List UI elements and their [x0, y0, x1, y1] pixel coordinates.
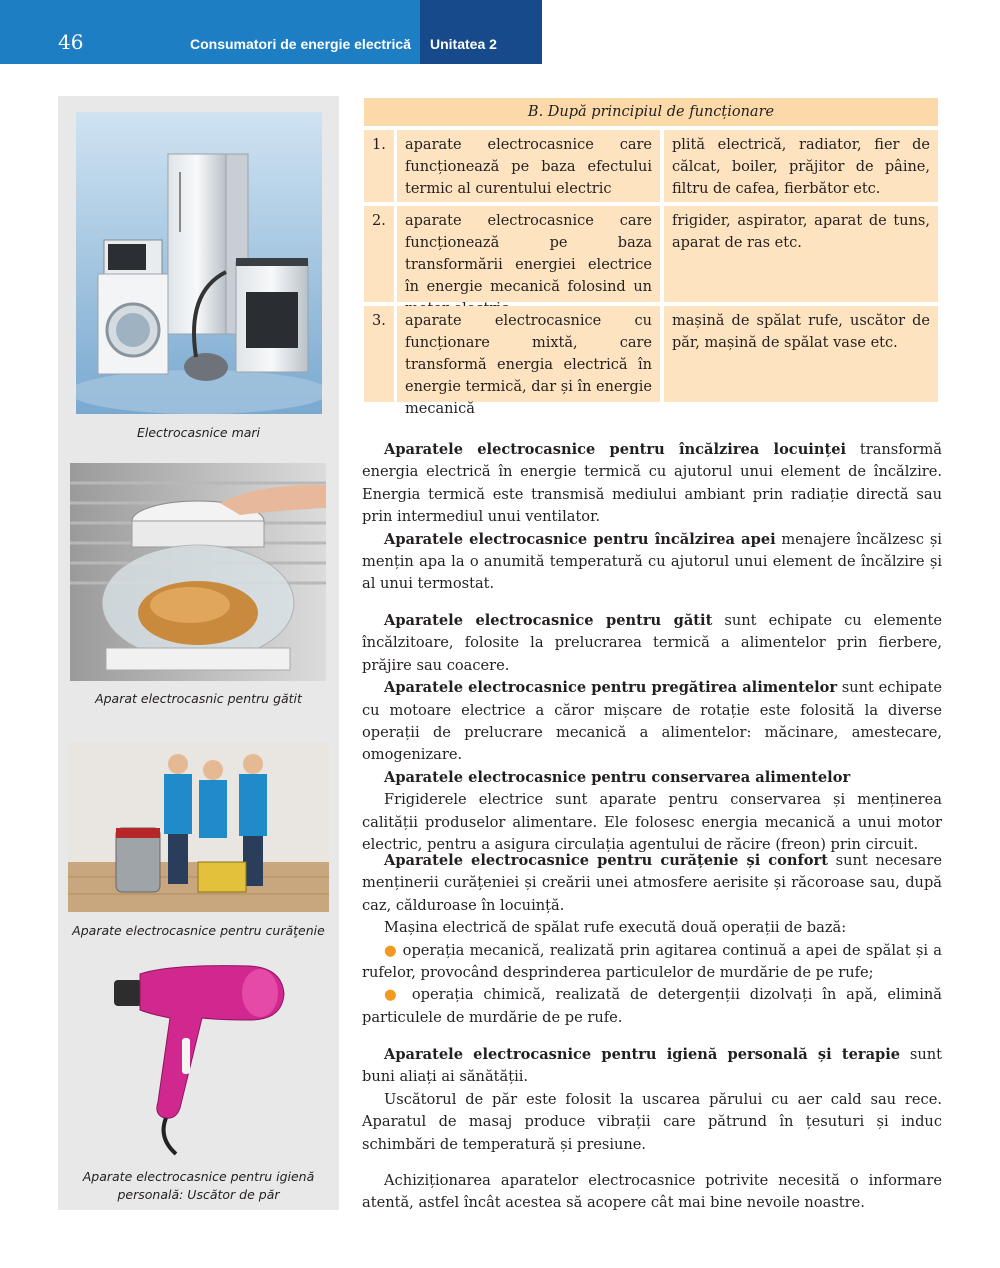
bold-heading: Aparatele electrocasnice pentru gătit [384, 612, 713, 629]
table-row-desc: aparate electrocasnice cu funcționare mixtă, care transformă energia electrică în energie termică, dar și în energie mecanică [397, 306, 660, 402]
cooking-appliance-photo [70, 463, 326, 681]
caption-hair-dryer-line2: personală: Uscător de păr [117, 1187, 280, 1202]
bold-heading: Aparatele electrocasnice pentru conservarea alimentelor [384, 768, 851, 786]
paragraph-text: Achiziționarea aparatelor electrocasnice potrivite necesită o informare atentă, astfel încât acestea să acopere cât mai bine nevoile noastre. [362, 1172, 942, 1212]
table-row-desc: aparate electrocasnice care funcționează pe baza transformării energiei electrice în energie mecanică folosind un [397, 206, 660, 302]
bold-heading: Aparatele electrocasnice pentru încălzirea locuinței [384, 441, 847, 458]
caption-hair-dryer-line1: Aparate electrocasnice pentru igienă [82, 1169, 315, 1184]
paragraph-text: sunt buni aliați ai sănătății. [362, 1046, 942, 1086]
bold-heading: Aparatele electrocasnice pentru curățenie și confort [384, 852, 828, 869]
table-row-num: 1. [364, 130, 394, 202]
paragraph-cleaning [362, 850, 942, 1029]
paragraph-text: Frigiderele electrice sunt aparate pentru conservarea și menținerea calității produselor alimentare. Ele folosesc energia mecanică a unui motor electric, pentru a asigura circulația agentului de răcire (freon) prin circuit. [362, 791, 942, 854]
paragraph-text: transformă energia electrică în energie termică cu ajutorul unui element de încălzire. Energia termică este transmisă mediului ambiant prin radiație directă sau prin intermediul unui ventilator. [362, 441, 942, 526]
table-row-num: 3. [364, 306, 394, 402]
paragraph-text: menajere încălzesc și mențin apa la o anumită temperatură cu ajutorul unui element de încălzire și al unui termostat. [362, 530, 942, 593]
table-row-examples: mașină de spălat rufe, uscător de păr, mașină de spălat vase etc. [664, 306, 938, 402]
bullet-text: operația mecanică, realizată prin agitarea continuă a apei de spălat și a rufelor, provocând desprinderea particulelor de murdărie de pe rufe; [362, 941, 943, 982]
paragraph-text: sunt echipate cu elemente încălzitoare, folosite la prelucrarea termică a alimentelor prin fierbere, prăjire sau coacere. [362, 612, 943, 674]
hair-dryer-photo [110, 958, 290, 1158]
bold-heading: Aparatele electrocasnice pentru pregătirea alimentelor [384, 679, 838, 697]
bullet-icon: ● [384, 986, 412, 1004]
paragraph-text: Mașina electrică de spălat rufe execută două operații de bază: [384, 919, 847, 937]
caption-cleaning: Aparate electrocasnice pentru curăţenie [72, 923, 325, 938]
paragraph-cooking [362, 610, 942, 856]
bullet-icon: ● [384, 941, 403, 959]
bold-heading: Aparatele electrocasnice pentru încălzirea apei [384, 530, 776, 548]
paragraph-conclusion [362, 1170, 942, 1215]
table-row-desc: aparate electrocasnice care funcționează pe baza efectului termic al curentului electric [397, 130, 660, 202]
unit-tab [420, 0, 542, 64]
caption-cooking: Aparat electrocasnic pentru gătit [95, 691, 302, 706]
large-appliances-photo [76, 112, 322, 414]
cleaning-photo [68, 742, 329, 912]
table-row-examples: frigider, aspirator, aparat de tuns, aparat de ras etc. [664, 206, 938, 302]
bullet-text: operația chimică, realizată de detergenții dizolvați în apă, elimină particulele de murdărie de pe rufe. [362, 986, 942, 1026]
chapter-title: Consumatori de energie electrică [190, 36, 411, 52]
table-row-examples: plită electrică, radiator, fier de călcat, boiler, prăjitor de pâine, filtru de cafea, fierbător etc. [664, 130, 938, 202]
table-title: B. După principiul de funcționare [364, 98, 938, 126]
table-row-num: 2. [364, 206, 394, 302]
paragraph-text: sunt necesare menținerii curățeniei și creării unei atmosfere aerisite și răcoroase sau, după caz, călduroase în locuință. [362, 852, 942, 914]
paragraph-hygiene [362, 1044, 942, 1156]
paragraph-heating-home [362, 439, 942, 596]
paragraph-text: Uscătorul de păr este folosit la uscarea părului cu aer cald sau rece. Aparatul de masaj produce vibrații care pătrund în țesuturi și induc schimbări de temperatură și presiune. [362, 1090, 942, 1153]
paragraph-text: sunt echipate cu motoare electrice a căror mișcare de rotație este folosită la diverse operații de prelucrare mecanică a alimentelor: măcinare, amestecare, omogenizare. [362, 679, 943, 764]
bold-heading: Aparatele electrocasnice pentru igienă personală și terapie [384, 1046, 901, 1063]
caption-large-appliances: Electrocasnice mari [136, 425, 261, 440]
page-number: 46 [58, 30, 84, 54]
unit-label: Unitatea 2 [430, 36, 497, 52]
